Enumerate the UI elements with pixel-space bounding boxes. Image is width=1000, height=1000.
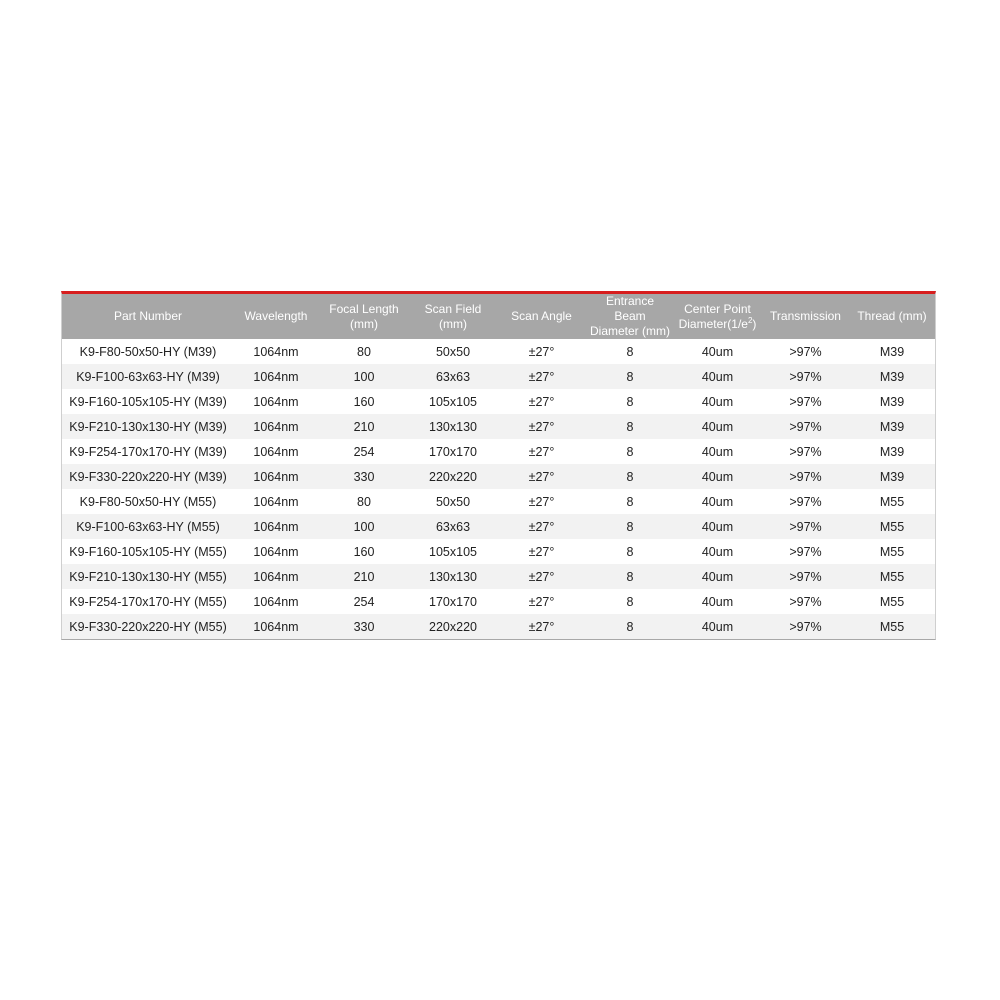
header-focal-length-line2: (mm): [350, 316, 378, 331]
cell-scan-angle: ±27°: [496, 439, 587, 464]
header-thread: Thread (mm): [849, 294, 935, 339]
cell-part-number: K9-F160-105x105-HY (M55): [62, 539, 234, 564]
cell-part-number: K9-F330-220x220-HY (M39): [62, 464, 234, 489]
cell-scan-angle: ±27°: [496, 614, 587, 639]
cell-wavelength: 1064nm: [234, 564, 318, 589]
table-row: [62, 589, 935, 614]
header-scan-angle: Scan Angle: [496, 294, 587, 339]
cell-transmission: >97%: [762, 439, 849, 464]
cell-focal-length: 210: [318, 564, 410, 589]
cell-part-number: K9-F254-170x170-HY (M39): [62, 439, 234, 464]
cell-wavelength: 1064nm: [234, 339, 318, 364]
table-row: [62, 364, 935, 389]
header-center-point-line1: Center Point: [684, 301, 751, 316]
header-focal-length: [318, 294, 410, 339]
cell-center-point: 40um: [673, 464, 762, 489]
table-row: [62, 464, 935, 489]
cell-scan-angle: ±27°: [496, 414, 587, 439]
cell-center-point: 40um: [673, 339, 762, 364]
cell-transmission: >97%: [762, 589, 849, 614]
cell-part-number: K9-F210-130x130-HY (M39): [62, 414, 234, 439]
header-center-point-line2: Diameter(1/e: [678, 316, 748, 331]
cell-scan-field: 50x50: [410, 339, 496, 364]
cell-scan-field: 130x130: [410, 564, 496, 589]
header-row: [62, 294, 935, 339]
spec-table: [62, 294, 935, 639]
cell-wavelength: 1064nm: [234, 514, 318, 539]
cell-wavelength: 1064nm: [234, 464, 318, 489]
cell-focal-length: 210: [318, 414, 410, 439]
cell-transmission: >97%: [762, 364, 849, 389]
cell-entrance-beam: 8: [587, 589, 673, 614]
cell-entrance-beam: 8: [587, 489, 673, 514]
cell-part-number: K9-F210-130x130-HY (M55): [62, 564, 234, 589]
cell-scan-field: 220x220: [410, 614, 496, 639]
cell-focal-length: 160: [318, 389, 410, 414]
cell-focal-length: 254: [318, 439, 410, 464]
cell-focal-length: 100: [318, 364, 410, 389]
cell-transmission: >97%: [762, 489, 849, 514]
cell-thread: M55: [849, 539, 935, 564]
cell-scan-field: 170x170: [410, 439, 496, 464]
table-row: [62, 514, 935, 539]
cell-transmission: >97%: [762, 514, 849, 539]
cell-thread: M55: [849, 614, 935, 639]
cell-center-point: 40um: [673, 514, 762, 539]
cell-scan-angle: ±27°: [496, 514, 587, 539]
table-row: [62, 439, 935, 464]
cell-wavelength: 1064nm: [234, 389, 318, 414]
cell-focal-length: 100: [318, 514, 410, 539]
header-center-point-sup: 2: [747, 315, 753, 325]
cell-thread: M39: [849, 364, 935, 389]
cell-scan-angle: ±27°: [496, 364, 587, 389]
cell-transmission: >97%: [762, 614, 849, 639]
cell-center-point: 40um: [673, 539, 762, 564]
cell-wavelength: 1064nm: [234, 489, 318, 514]
cell-thread: M39: [849, 414, 935, 439]
cell-focal-length: 254: [318, 589, 410, 614]
cell-focal-length: 80: [318, 489, 410, 514]
cell-center-point: 40um: [673, 389, 762, 414]
cell-part-number: K9-F330-220x220-HY (M55): [62, 614, 234, 639]
cell-transmission: >97%: [762, 339, 849, 364]
table-row: [62, 614, 935, 639]
cell-wavelength: 1064nm: [234, 439, 318, 464]
cell-entrance-beam: 8: [587, 539, 673, 564]
header-entrance-beam-line1: Entrance Beam: [605, 294, 655, 323]
cell-scan-field: 63x63: [410, 514, 496, 539]
table-row: [62, 414, 935, 439]
header-scan-field: Scan Field (mm): [410, 294, 496, 339]
cell-focal-length: 80: [318, 339, 410, 364]
cell-wavelength: 1064nm: [234, 614, 318, 639]
cell-entrance-beam: 8: [587, 439, 673, 464]
cell-transmission: >97%: [762, 414, 849, 439]
header-part-number: Part Number: [62, 294, 234, 339]
table-row: [62, 489, 935, 514]
header-entrance-beam-line2: Diameter (mm): [590, 324, 670, 338]
cell-scan-angle: ±27°: [496, 564, 587, 589]
header-entrance-beam: [587, 294, 673, 339]
cell-scan-field: 170x170: [410, 589, 496, 614]
cell-transmission: >97%: [762, 564, 849, 589]
cell-wavelength: 1064nm: [234, 414, 318, 439]
cell-part-number: K9-F80-50x50-HY (M55): [62, 489, 234, 514]
cell-center-point: 40um: [673, 489, 762, 514]
cell-entrance-beam: 8: [587, 339, 673, 364]
cell-scan-field: 220x220: [410, 464, 496, 489]
cell-transmission: >97%: [762, 464, 849, 489]
spec-table-container: [61, 291, 936, 640]
cell-transmission: >97%: [762, 389, 849, 414]
cell-scan-field: 105x105: [410, 539, 496, 564]
cell-scan-angle: ±27°: [496, 539, 587, 564]
cell-thread: M39: [849, 389, 935, 414]
cell-focal-length: 160: [318, 539, 410, 564]
cell-center-point: 40um: [673, 614, 762, 639]
cell-part-number: K9-F100-63x63-HY (M39): [62, 364, 234, 389]
cell-wavelength: 1064nm: [234, 364, 318, 389]
header-wavelength: Wavelength: [234, 294, 318, 339]
cell-entrance-beam: 8: [587, 389, 673, 414]
cell-entrance-beam: 8: [587, 364, 673, 389]
cell-thread: M55: [849, 514, 935, 539]
cell-scan-angle: ±27°: [496, 589, 587, 614]
cell-thread: M55: [849, 489, 935, 514]
cell-transmission: >97%: [762, 539, 849, 564]
cell-entrance-beam: 8: [587, 514, 673, 539]
table-header: [62, 294, 935, 339]
cell-scan-angle: ±27°: [496, 339, 587, 364]
cell-center-point: 40um: [673, 439, 762, 464]
cell-center-point: 40um: [673, 414, 762, 439]
cell-scan-angle: ±27°: [496, 464, 587, 489]
cell-scan-field: 105x105: [410, 389, 496, 414]
cell-part-number: K9-F80-50x50-HY (M39): [62, 339, 234, 364]
header-focal-length-line1: Focal Length: [329, 301, 399, 316]
cell-thread: M55: [849, 589, 935, 614]
cell-entrance-beam: 8: [587, 414, 673, 439]
cell-thread: M55: [849, 564, 935, 589]
table-row: [62, 339, 935, 364]
cell-wavelength: 1064nm: [234, 539, 318, 564]
cell-thread: M39: [849, 339, 935, 364]
cell-center-point: 40um: [673, 564, 762, 589]
cell-entrance-beam: 8: [587, 614, 673, 639]
cell-entrance-beam: 8: [587, 564, 673, 589]
table-row: [62, 539, 935, 564]
table-body: [62, 339, 935, 639]
table-row: [62, 389, 935, 414]
table-row: [62, 564, 935, 589]
cell-center-point: 40um: [673, 589, 762, 614]
cell-scan-angle: ±27°: [496, 389, 587, 414]
cell-part-number: K9-F100-63x63-HY (M55): [62, 514, 234, 539]
cell-entrance-beam: 8: [587, 464, 673, 489]
cell-scan-field: 50x50: [410, 489, 496, 514]
cell-scan-field: 130x130: [410, 414, 496, 439]
cell-scan-field: 63x63: [410, 364, 496, 389]
cell-wavelength: 1064nm: [234, 589, 318, 614]
header-transmission: Transmission: [762, 294, 849, 339]
cell-scan-angle: ±27°: [496, 489, 587, 514]
cell-thread: M39: [849, 464, 935, 489]
cell-thread: M39: [849, 439, 935, 464]
header-center-point: [673, 294, 762, 339]
cell-focal-length: 330: [318, 464, 410, 489]
cell-focal-length: 330: [318, 614, 410, 639]
header-center-point-close: ): [752, 316, 757, 331]
cell-part-number: K9-F254-170x170-HY (M55): [62, 589, 234, 614]
cell-part-number: K9-F160-105x105-HY (M39): [62, 389, 234, 414]
cell-center-point: 40um: [673, 364, 762, 389]
